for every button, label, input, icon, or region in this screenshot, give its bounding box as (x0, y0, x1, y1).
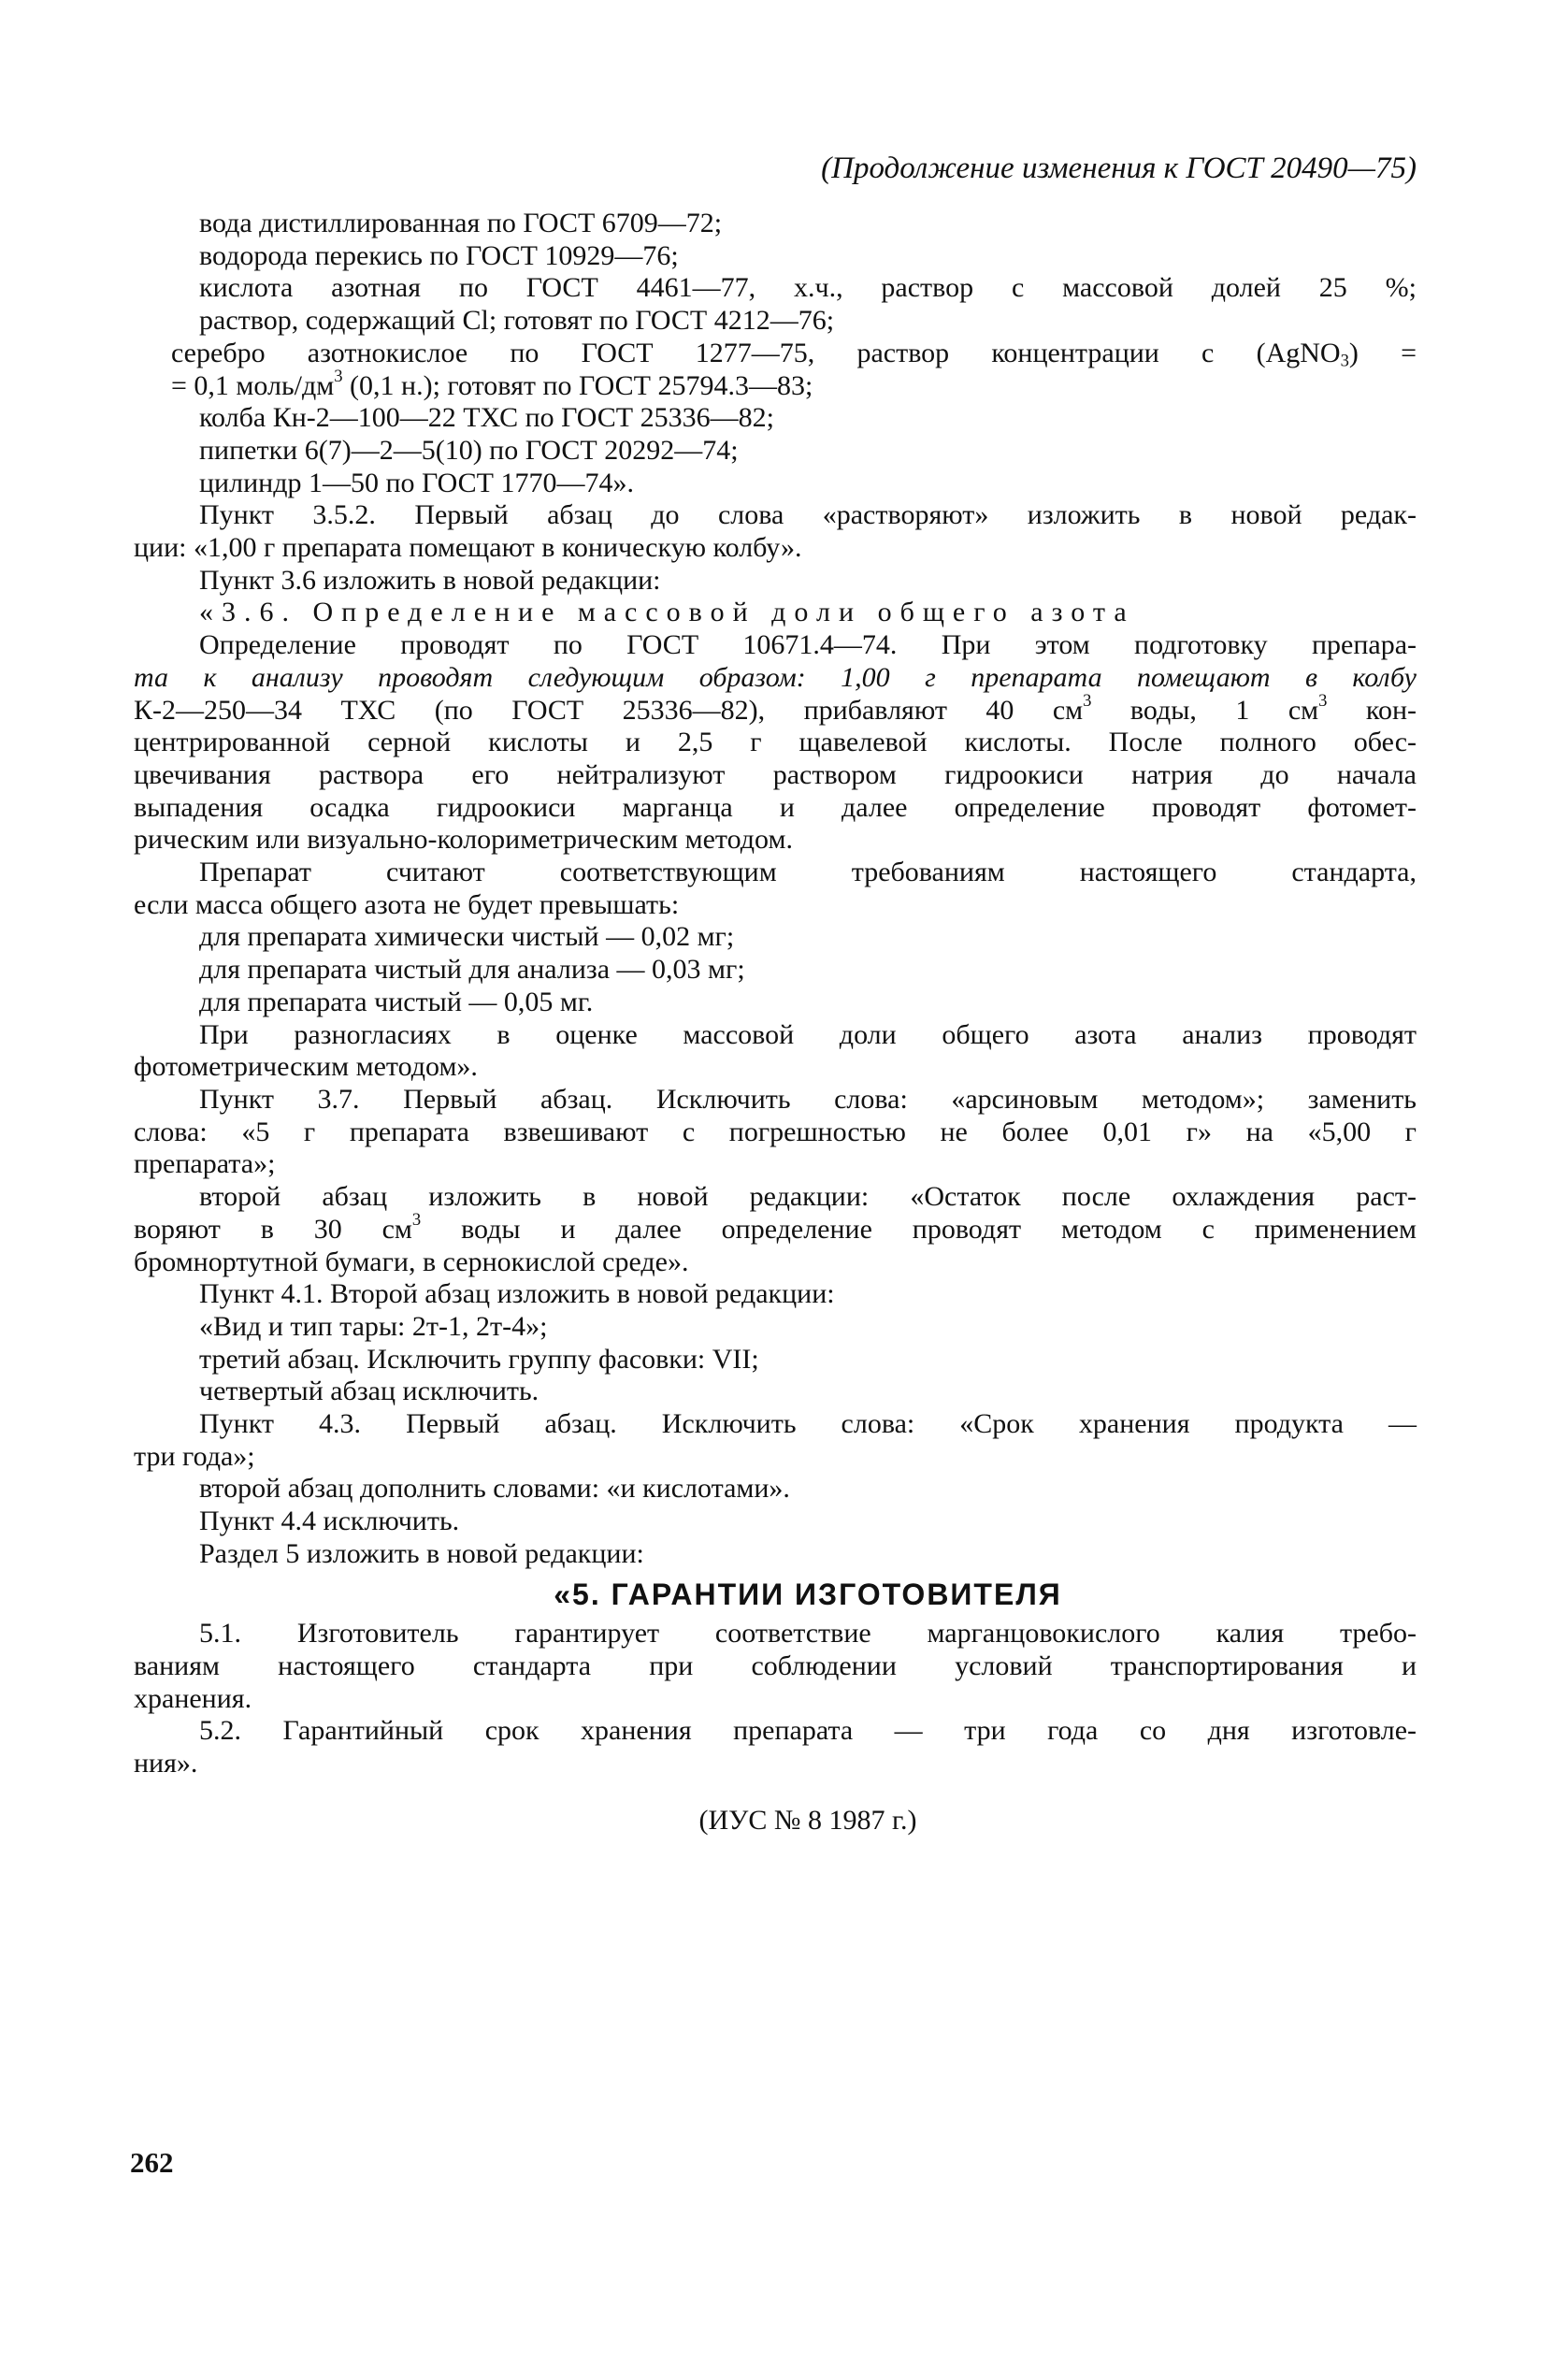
document-body (134, 208, 1417, 1837)
text-line: цилиндр 1—50 по ГОСТ 1770—74». (199, 467, 634, 498)
text-line: Определение проводят по ГОСТ 10671.4—74. При этом подготовку препара- (199, 629, 1417, 661)
text-line: вода дистиллированная по ГОСТ 6709—72; (199, 208, 723, 238)
text-line: второй абзац изложить в новой редакции: «Остаток после охлаждения раст- (199, 1181, 1417, 1213)
text-line: та к анализу проводят следующим образом: 1,00 г препарата помещают в колбу (134, 661, 1417, 693)
text-line: При разногласиях в оценке массовой доли общего азота анализ проводят (199, 1018, 1417, 1050)
text-line: ции: «1,00 г препарата помещают в коническую колбу». (134, 532, 802, 564)
text-line: бромнортутной бумаги, в сернокислой среде». (134, 1246, 689, 1277)
section-subheading: «3.6. Определение массовой доли общего азота (199, 597, 1135, 628)
running-header: (Продолжение изменения к ГОСТ 20490—75) (821, 151, 1417, 185)
text-line: Пункт 3.5.2. Первый абзац до слова «растворяют» изложить в новой редак- (199, 499, 1417, 531)
text-line: слова: «5 г препарата взвешивают с погрешностью не более 0,01 г» на «5,00 г (134, 1116, 1417, 1147)
page-number: 262 (130, 2146, 174, 2179)
text-line: три года»; (134, 1440, 255, 1472)
text-line: для препарата химически чистый — 0,02 мг; (199, 921, 735, 953)
text-line: Препарат считают соответствующим требованиям настоящего стандарта, (199, 857, 1417, 888)
ius-reference: (ИУС № 8 1987 г.) (698, 1804, 917, 1836)
text-line: Пункт 4.4 исключить. (199, 1506, 460, 1537)
text-line: Пункт 3.6 изложить в новой редакции: (199, 564, 661, 596)
text-line: третий абзац. Исключить группу фасовки: VII; (199, 1343, 759, 1375)
text-line: Раздел 5 изложить в новой редакции: (199, 1537, 644, 1569)
text-line: Пункт 4.3. Первый абзац. Исключить слова: «Срок хранения продукта — (199, 1408, 1417, 1440)
text-line: ваниям настоящего стандарта при соблюдении условий транспортирования и (134, 1650, 1417, 1681)
text-line: Пункт 3.7. Первый абзац. Исключить слова: «арсиновым методом»; заменить (199, 1083, 1417, 1115)
text-line: серебро азотнокислое по ГОСТ 1277—75, раствор концентрации с (AgNO$_3$) = (171, 337, 1417, 371)
text-line: водорода перекись по ГОСТ 10929—76; (199, 239, 679, 271)
text-line: Пункт 4.1. Второй абзац изложить в новой редакции: (199, 1278, 835, 1310)
text-line: колба Кн-2—100—22 ТХС по ГОСТ 25336—82; (199, 402, 774, 434)
text-line: 5.2. Гарантийный срок хранения препарата — три года со дня изготовле- (199, 1715, 1417, 1747)
text-line: воряют в 30 $см^3$ воды и далее определение проводят методом с применением (134, 1209, 1417, 1245)
text-line: если масса общего азота не будет превышать: (134, 888, 680, 920)
text-line: кислота азотная по ГОСТ 4461—77, х.ч., раствор с массовой долей 25 %; (199, 272, 1417, 304)
text-line: второй абзац дополнить словами: «и кислотами». (199, 1473, 790, 1505)
section-heading: «5. ГАРАНТИИ ИЗГОТОВИТЕЛЯ (554, 1577, 1062, 1611)
text-line: фотометрическим методом». (134, 1051, 478, 1083)
text-line: «Вид и тип тары: 2т-1, 2т-4»; (199, 1310, 548, 1342)
text-line: 5.1. Изготовитель гарантирует соответствие марганцовокислого калия требо- (199, 1618, 1417, 1650)
text-line: цвечивания раствора его нейтрализуют раствором гидроокиси натрия до начала (134, 758, 1417, 790)
text-line: для препарата чистый для анализа — 0,03 мг; (199, 954, 745, 986)
text-line: ния». (134, 1748, 198, 1779)
text-line: хранения. (134, 1682, 252, 1714)
text-line: рическим или визуально-колориметрическим методом. (134, 824, 793, 856)
text-line: К-2—250—34 ТХС (по ГОСТ 25336—82), прибавляют 40 $см^3$ воды, 1 $см^3$ кон- (134, 690, 1417, 726)
text-line: пипетки 6(7)—2—5(10) по ГОСТ 20292—74; (199, 434, 739, 466)
text-line: для препарата чистый — 0,05 мг. (199, 986, 594, 1017)
text-line: раствор, содержащий Cl; готовят по ГОСТ 4212—76; (199, 305, 835, 337)
text-line: = 0,1 моль/$дм^3$ (0,1 н.); готовят по ГОСТ 25794.3—83; (171, 366, 813, 401)
text-line: препарата»; (134, 1148, 276, 1180)
text-line: выпадения осадка гидроокиси марганца и далее определение проводят фотомет- (134, 791, 1417, 823)
text-line: центрированной серной кислоты и 2,5 г щавелевой кислоты. После полного обес- (134, 727, 1417, 758)
text-line: четвертый абзац исключить. (199, 1376, 539, 1407)
